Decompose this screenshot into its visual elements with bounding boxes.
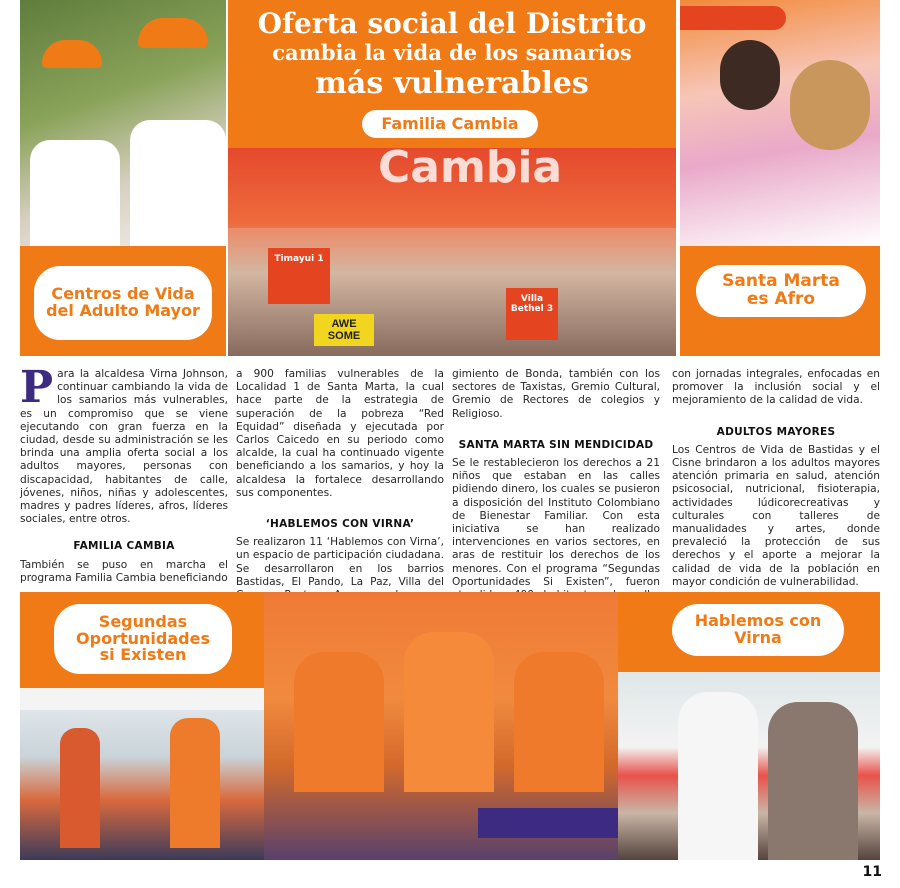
- photo-homeless-care: [20, 688, 264, 860]
- headline: [228, 8, 676, 102]
- article-column-1: [20, 362, 228, 585]
- heading-sin-mendicidad: SANTA MARTA SIN MENDICIDAD: [458, 438, 654, 451]
- article-column-3: [452, 368, 660, 615]
- shirt-text: AWE SOME: [314, 314, 374, 346]
- photo-familia-cambia-group: [228, 148, 676, 356]
- drop-cap: P: [20, 362, 54, 413]
- banner-text: Cambia: [378, 148, 563, 193]
- page-number: 11: [862, 864, 882, 880]
- heading-hablemos-con-virna: ‘HABLEMOS CON VIRNA’: [265, 518, 415, 531]
- col3-paragraph-2: Se le restablecieron los derechos a 21 niños que estaban en las calles pidiendo dinero, los cuales se pusieron a disposición del Instituto Colombiano de Bienestar Familiar. Con esta iniciativa se han realizado intervenciones en varios sectores, en aras de restituir los derechos de los menores. Con el programa “Segundas Oportunidades Si Existen”, fueron: [452, 457, 660, 588]
- col2-paragraph-2: Se realizaron 11 ‘Hablemos con Virna’, un espacio de participación ciudadana. Se desarrollaron en los barrios Bastidas, El Pando, La Paz, Villa del: [236, 536, 444, 588]
- col1-paragraph-1: ara la alcaldesa Virna Johnson, continuar cambiando la vida de los samarios más vulnerables, es un compromiso que se viene ejecutando con gran fuerza en la ciudad, desde su administración se les brinda una amplia oferta social a los adultos mayores, personas con discapacidad, habitantes de calle, jóvenes, niños, niñas y adolescentes, madres y padres líderes, afros, líderes sociales, entre otros.: [20, 368, 228, 526]
- headline-line-3: más vulnerables: [315, 66, 589, 101]
- headline-line-2: cambia la vida de los samarios: [272, 40, 632, 65]
- col1-paragraph-2: También se puso en marcha el programa Familia Cambia beneficiando: [20, 558, 228, 584]
- photo-afro-girl: [680, 0, 880, 246]
- col2-paragraph-1: a 900 familias vulnerables de la Localidad 1 de Santa Marta, la cual hace parte de la estrategia de superación de la pobreza “Red Equidad” diseñada y ejecutada por Carlos Caicedo en su periodo como alcalde, la cual ha continuado vigente beneficiando a los samarios, y hoy la alcaldesa la fortalece desarrollando sus componentes.: [236, 368, 444, 499]
- subtitle-pill: Familia Cambia: [362, 110, 538, 138]
- col4-paragraph-1: con jornadas integrales, enfocadas en promover la inclusión social y el mejoramiento de la calidad de vida.: [672, 368, 880, 407]
- col3-paragraph-1: gimiento de Bonda, también con los sectores de Taxistas, Gremio Cultural, Gremio de Rectores de colegios y Religioso.: [452, 368, 660, 420]
- afro-label: Santa Marta es Afro: [696, 265, 866, 317]
- photo-elderly-couple: [20, 0, 226, 246]
- sign-timayui: Timayui 1: [268, 248, 330, 304]
- purple-accent-bar: [478, 808, 618, 838]
- photo-hablemos-con-virna: [618, 672, 880, 860]
- col4-paragraph-2: Los Centros de Vida de Bastidas y el Cisne brindaron a los adultos mayores atención primaria en salud, atención psicosocial, nutricional, fisioterapia, actividades lúdicorecreativas y culturales con talleres de manualidades y artes, donde prevaleció la protección de sus derechos y el aporte a mejorar la calidad de vida de la población en mayor condición de vulnerabilidad.: [672, 443, 880, 588]
- heading-adultos-mayores: ADULTOS MAYORES: [716, 425, 836, 438]
- sign-villa-bethel: Villa Bethel 3: [506, 288, 558, 340]
- segundas-label: Segundas Oportunidades si Existen: [54, 604, 232, 674]
- article-column-2: [236, 368, 444, 602]
- article-column-4: [672, 368, 880, 589]
- heading-familia-cambia: FAMILIA CAMBIA: [73, 540, 175, 553]
- adulto-mayor-label: Centros de Vida del Adulto Mayor: [34, 266, 212, 340]
- headline-line-1: Oferta social del Distrito: [257, 7, 647, 40]
- hablemos-label: Hablemos con Virna: [672, 604, 844, 656]
